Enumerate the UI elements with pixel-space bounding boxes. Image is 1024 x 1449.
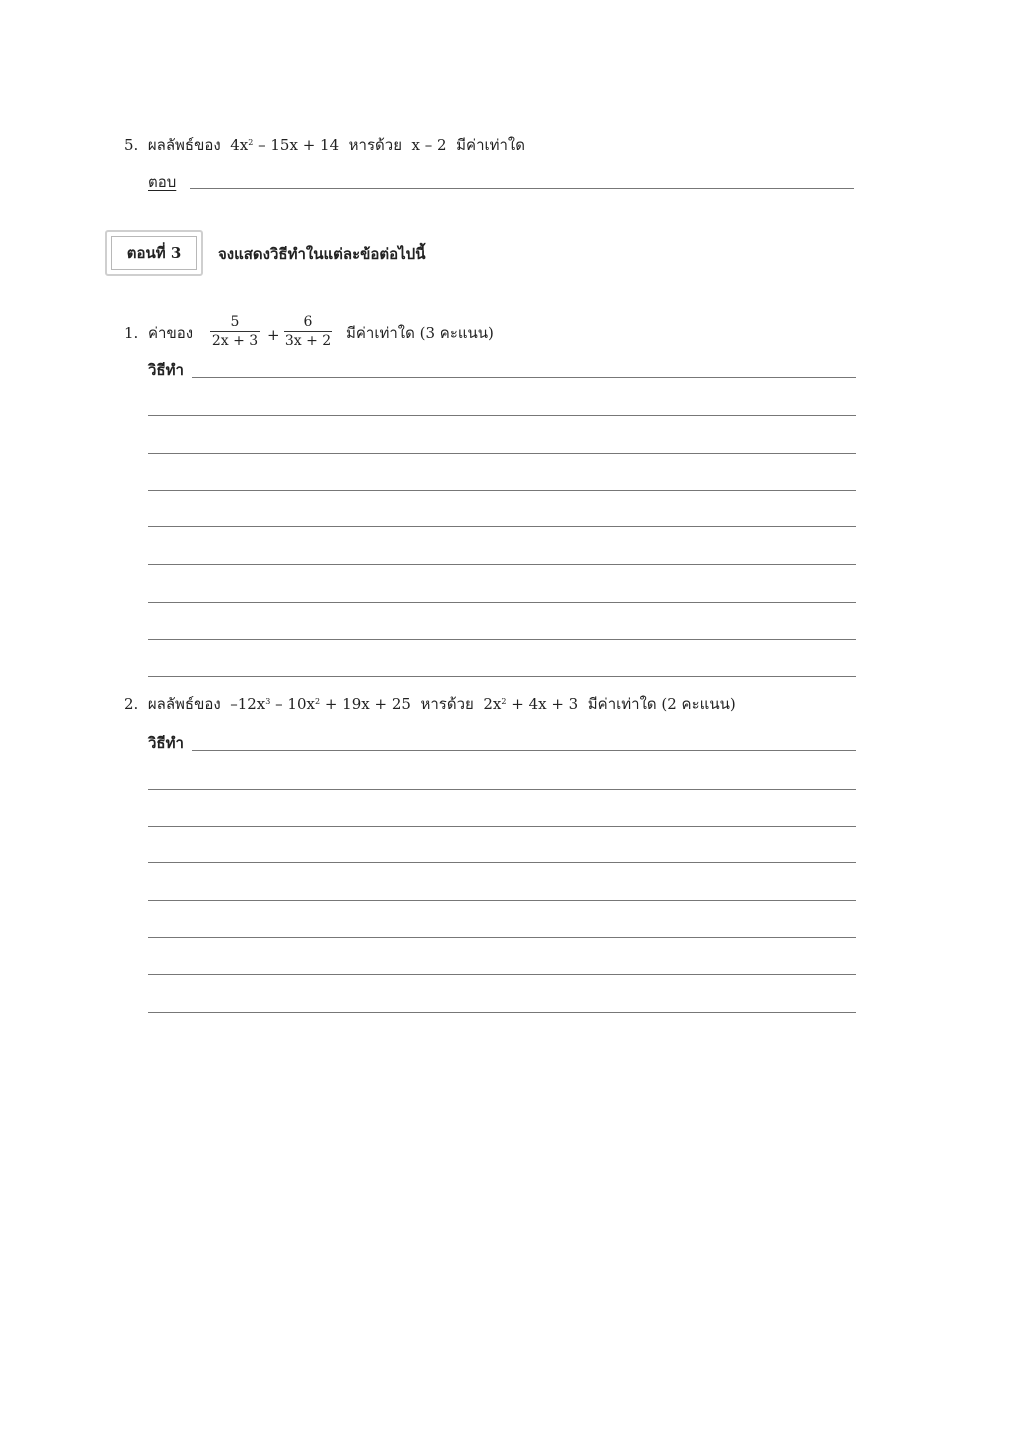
p2-term-1: –12x [230, 695, 266, 713]
p2-work-line[interactable] [148, 937, 856, 938]
q5-expr-a-exp: 2 [248, 138, 254, 147]
p1-number: 1. [124, 324, 139, 342]
p1-work-line[interactable] [148, 564, 856, 565]
q5-number: 5. [124, 136, 139, 154]
p1-fraction-1 [210, 314, 260, 349]
q5-line [124, 136, 525, 154]
p1-plus: + [267, 326, 280, 344]
p2-term-1-exp: 3 [265, 697, 271, 706]
p2-divisor-2: + 4x + 3 [511, 695, 579, 713]
p2-divisor-1: 2x [483, 695, 502, 713]
p2-term-2-exp: 2 [314, 697, 321, 706]
p1-fraction-2 [284, 314, 332, 349]
p1-frac1-den: 2x + 3 [211, 333, 259, 349]
p1-frac2-bar [284, 331, 332, 332]
p1-work-line[interactable] [148, 639, 856, 640]
q5-lead: ผลลัพธ์ของ [147, 136, 221, 154]
p2-work-line[interactable] [148, 862, 856, 863]
p2-term-2: – 10x [275, 695, 315, 713]
p2-work-line[interactable] [148, 900, 856, 901]
p2-ask: มีค่าเท่าใด (2 คะแนน) [587, 695, 736, 713]
p1-frac1-bar [210, 331, 260, 332]
p2-work-label: วิธีทำ [148, 734, 184, 752]
p1-frac2-num: 6 [303, 314, 313, 330]
p2-work-line[interactable] [148, 1012, 856, 1013]
section-label: ตอนที่ 3 [111, 236, 197, 270]
p2-divide: หารด้วย [420, 695, 474, 713]
p1-work-line[interactable] [148, 602, 856, 603]
q5-answer-line[interactable] [190, 188, 854, 189]
p1-work-line[interactable] [148, 490, 856, 491]
p1-ask: มีค่าเท่าใด (3 คะแนน) [346, 324, 494, 342]
p2-divisor-1-exp: 2 [501, 697, 507, 706]
q5-expr-b: – 15x + 14 [258, 136, 340, 154]
p1-frac1-num: 5 [230, 314, 240, 330]
p2-number: 2. [124, 695, 139, 713]
p1-work-line[interactable] [192, 377, 856, 378]
p1-work-line[interactable] [148, 676, 856, 677]
q5-answer-label: ตอบ [148, 173, 177, 191]
q5-ask: มีค่าเท่าใด [456, 136, 525, 154]
p1-work-line[interactable] [148, 526, 856, 527]
p1-work-label: วิธีทำ [148, 361, 184, 379]
p2-line [124, 695, 736, 713]
p1-lead: ค่าของ [148, 324, 194, 342]
p2-term-3: + 19x + 25 [324, 695, 411, 713]
section-instruction: จงแสดงวิธีทำในแต่ละข้อต่อไปนี้ [218, 245, 426, 263]
p2-work-line[interactable] [148, 789, 856, 790]
p1-work-line[interactable] [148, 453, 856, 454]
p1-work-line[interactable] [148, 415, 856, 416]
p2-work-line[interactable] [192, 750, 856, 751]
p2-lead: ผลลัพธ์ของ [147, 695, 221, 713]
q5-divide: หารด้วย [348, 136, 402, 154]
q5-expr-a: 4x [230, 136, 249, 154]
p2-work-line[interactable] [148, 974, 856, 975]
p1-frac2-den: 3x + 2 [284, 333, 332, 349]
p2-work-line[interactable] [148, 826, 856, 827]
q5-divisor: x – 2 [411, 136, 447, 154]
section-label-box [105, 230, 203, 276]
